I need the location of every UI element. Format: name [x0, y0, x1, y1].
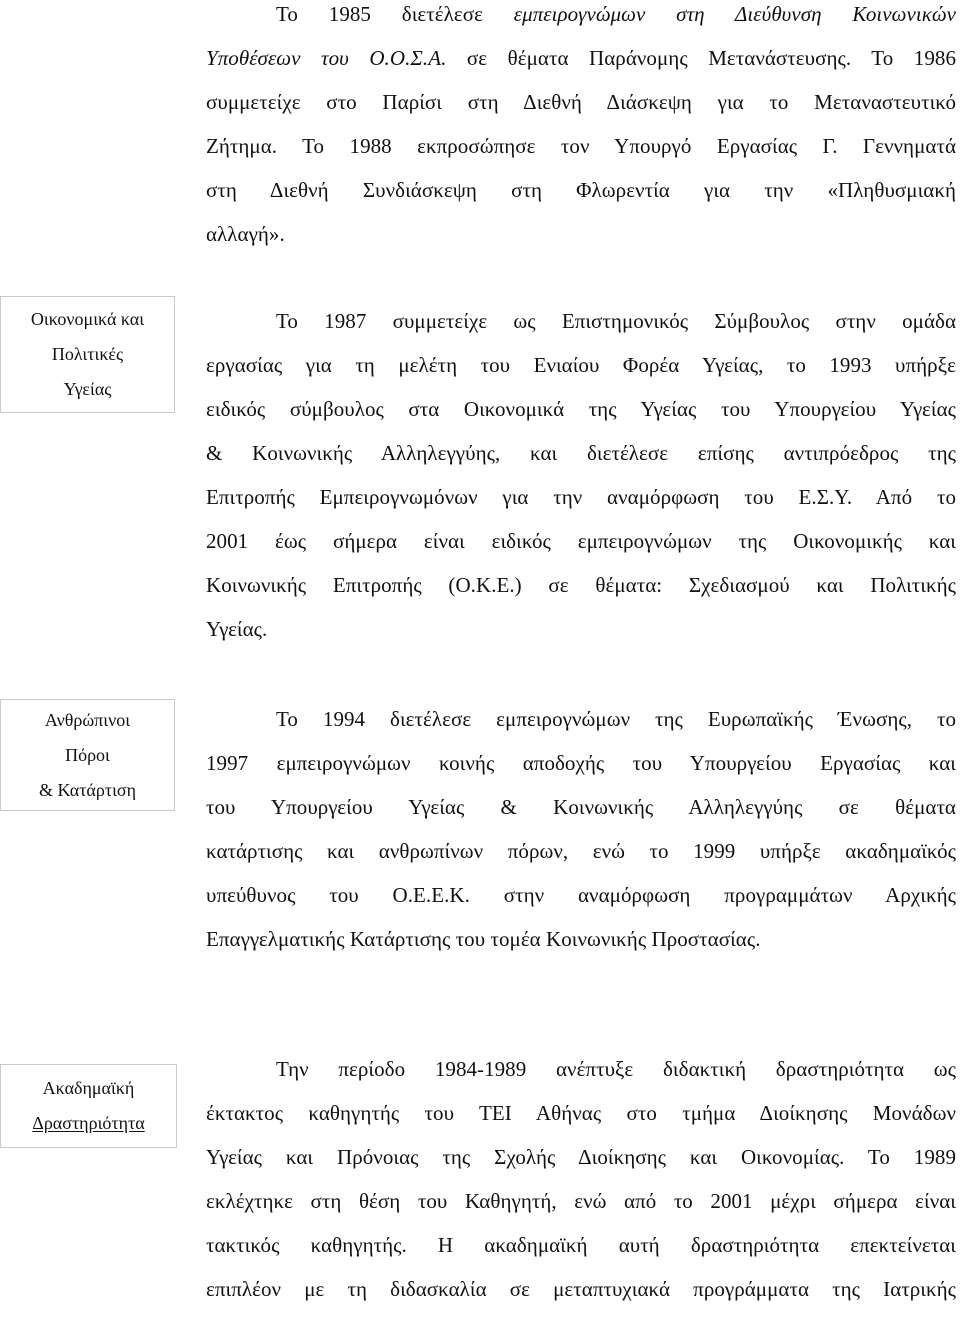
section-paragraph-human-resources	[206, 705, 956, 969]
italic-run: Υποθέσεων του Ο.Ο.Σ.Α.	[206, 46, 447, 70]
text-line: αλλαγή».	[206, 222, 285, 246]
text-line: Υγείας.	[206, 617, 268, 641]
text-line: επιπλέον με τη διδασκαλία σε μεταπτυχιακά προγράμματα της Ιατρικής	[206, 1277, 956, 1301]
section-label-health-economics	[0, 296, 175, 413]
text-line	[206, 44, 956, 88]
section-label-human-resources	[0, 699, 175, 811]
section-paragraph-academic-activity	[206, 1055, 956, 1319]
text-line: Την περίοδο 1984-1989 ανέπτυξε διδακτική δραστηριότητα ως	[276, 1057, 956, 1081]
section-label-line: Πόροι	[65, 744, 110, 765]
section-label-line: Υγείας	[63, 379, 112, 399]
section-paragraph-health-economics	[206, 307, 956, 659]
section-label-line: Ακαδημαϊκή	[42, 1078, 135, 1098]
section-label-academic-activity	[0, 1064, 177, 1148]
italic-run: εμπειρογνώμων στη Διεύθυνση Κοινωνικών	[513, 2, 956, 26]
text-line: υπεύθυνος του Ο.Ε.Ε.Κ. στην αναμόρφωση προγραμμάτων Αρχικής	[206, 883, 956, 907]
text-line: Το 1994 διετέλεσε εμπειρογνώμων της Ευρωπαϊκής Ένωσης, το	[276, 707, 956, 731]
section-label-line: Πολιτικές	[51, 344, 124, 364]
section-label-line: Ανθρώπινοι	[44, 709, 131, 730]
text-line: έκτακτος καθηγητής του ΤΕΙ Αθήνας στο τμήμα Διοίκησης Μονάδων	[206, 1101, 956, 1125]
text-run: σε θέματα Παράνομης Μετανάστευσης. Το 1986	[446, 46, 956, 70]
text-line: Ζήτημα. Το 1988 εκπροσώπησε τον Υπουργό Εργασίας Γ. Γεννηματά	[206, 134, 956, 158]
text-line: Επιτροπής Εμπειρογνωμόνων για την αναμόρφωση του Ε.Σ.Υ. Από το	[206, 485, 956, 509]
section-label-line: Δραστηριότητα	[32, 1113, 145, 1133]
text-line: στη Διεθνή Συνδιάσκεψη στη Φλωρεντία για την «Πληθυσμιακή	[206, 178, 956, 202]
text-line: κατάρτισης και ανθρωπίνων πόρων, ενώ το 1999 υπήρξε ακαδημαϊκός	[206, 839, 956, 863]
text-line: Κοινωνικής Επιτροπής (Ο.Κ.Ε.) σε θέματα: Σχεδιασμού και Πολιτικής	[206, 573, 956, 597]
text-line: εκλέχτηκε στη θέση του Καθηγητή, ενώ από το 2001 μέχρι σήμερα είναι	[206, 1189, 956, 1213]
text-run: Το 1985 διετέλεσε	[276, 2, 514, 26]
text-line	[206, 0, 956, 44]
text-line: τακτικός καθηγητής. Η ακαδημαϊκή αυτή δραστηριότητα επεκτείνεται	[206, 1233, 956, 1257]
text-line: του Υπουργείου Υγείας & Κοινωνικής Αλληλεγγύης σε θέματα	[206, 795, 956, 819]
text-line: Υγείας και Πρόνοιας της Σχολής Διοίκησης και Οικονομίας. Το 1989	[206, 1145, 956, 1169]
text-line: 1997 εμπειρογνώμων κοινής αποδοχής του Υπουργείου Εργασίας και	[206, 751, 956, 775]
text-line: συμμετείχε στο Παρίσι στη Διεθνή Διάσκεψη για το Μεταναστευτικό	[206, 90, 956, 114]
section-label-line: Οικονομικά και	[30, 309, 145, 329]
text-line: Επαγγελματικής Κατάρτισης του τομέα Κοινωνικής Προστασίας.	[206, 927, 761, 951]
text-line: εργασίας για τη μελέτη του Ενιαίου Φορέα Υγείας, το 1993 υπήρξε	[206, 353, 956, 377]
section-label-line: & Κατάρτιση	[38, 779, 137, 800]
text-line: Το 1987 συμμετείχε ως Επιστημονικός Σύμβουλος στην ομάδα	[276, 309, 956, 333]
intro-paragraph	[206, 0, 956, 264]
text-line: ειδικός σύμβουλος στα Οικονομικά της Υγείας του Υπουργείου Υγείας	[206, 397, 956, 421]
text-line: & Κοινωνικής Αλληλεγγύης, και διετέλεσε επίσης αντιπρόεδρος της	[206, 441, 956, 465]
text-line: 2001 έως σήμερα είναι ειδικός εμπειρογνώμων της Οικονομικής και	[206, 529, 956, 553]
